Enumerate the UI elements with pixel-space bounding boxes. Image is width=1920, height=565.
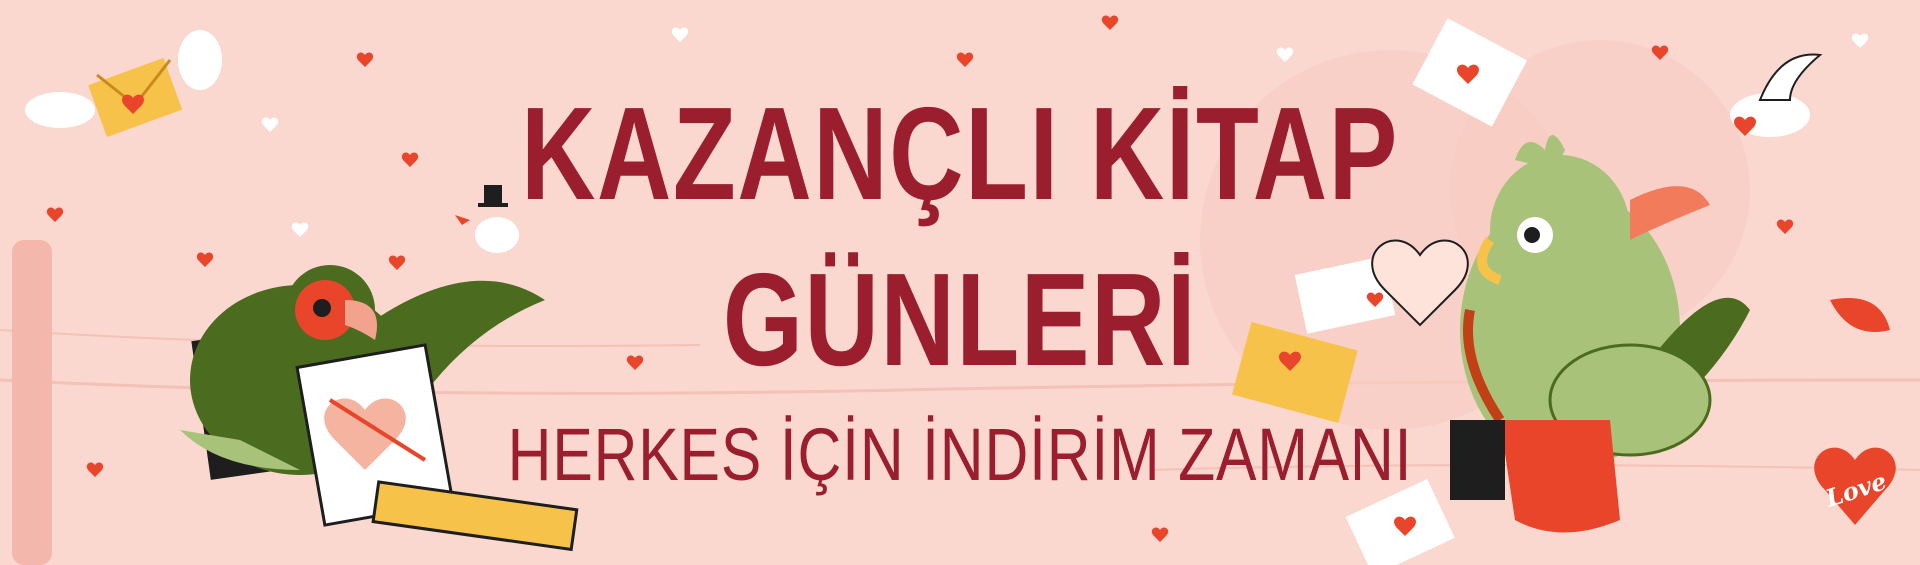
love-label: Love (1822, 466, 1891, 513)
headline-title-line1: KAZANÇLI KİTAP (521, 80, 1399, 227)
headline-title-line2: GÜNLERİ (722, 246, 1198, 393)
pole-shape (12, 240, 52, 565)
lips-icon (1830, 298, 1890, 332)
flying-envelope-icon (25, 30, 222, 137)
dove-icon (1730, 55, 1820, 137)
headline-subtitle: HERKES İÇİN İNDİRİM ZAMANI (507, 413, 1413, 496)
